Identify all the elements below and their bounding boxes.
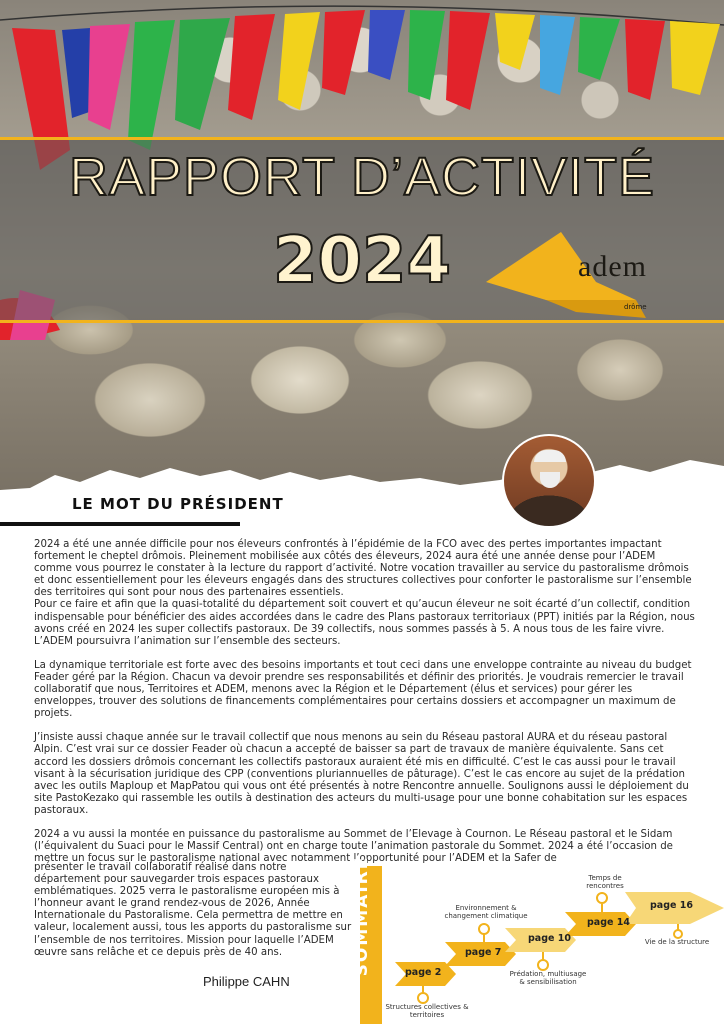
summary-label: SOMMAIRE [352, 855, 372, 977]
report-title: RAPPORT D’ACTIVITÉ [68, 147, 656, 207]
president-message [34, 539, 696, 865]
paragraph: présenter le travail collaboratif réalisé dans notre département pour sauvegarder trois espaces pastoraux emblématiques. 2025 verra le pastoralisme européen mis à l’honneur avant le grand rendez-vous de 2026, Année Internationale du Pastoralisme. Cela permettra de mettre en valeur, localement aussi, tous les apports du pastoralisme sur l’ensemble de nos territoires. Mission pour laquelle l’ADEM œuvre sans relâche et ce depuis près de 40 ans. [34, 862, 352, 958]
summary-page[interactable]: page 7 [465, 947, 502, 958]
paragraph: J’insiste aussi chaque année sur le travail collectif que nous menons au sein du Réseau pastoral AURA et du réseau pastoral Alpin. C’est vrai sur ce dossier Feader où chacun a accepté de baisser sa part de travaux de manière équivalente. Sans cet accord les dossiers drômois concernant les collectifs pastoraux auraient été mis en difficulté. C’est le cas aussi pour le travail visant à la sécurisation juridique des CPP (conventions pluriannuelles de pâturage). C’est le cas encore au sujet de la prédation avec les outils Maploup et MapPatou qui vous ont été présentés à notre Rencontre annuelle. Soulignons aussi le déploiement du site PastoKezako qui rassemble les outils à destination des acteurs du multi-usage pour une bonne cohabitation sur les espaces pastoraux. [34, 732, 689, 816]
closing-column [34, 862, 354, 959]
summary-page[interactable]: page 10 [528, 933, 571, 944]
heading-underline [0, 522, 240, 526]
summary-topic: Temps de rencontres [586, 874, 624, 890]
logo-region: drôme [624, 303, 647, 311]
paragraph: La dynamique territoriale est forte avec des besoins importants et tout ceci dans une enveloppe contrainte au niveau du budget Feader géré par la Région. Chacun va devoir prendre ses responsabilités et définir des priorités. Je voudrais remercier le travail collaboratif que nous, Territoires et ADEM, menons avec la Région et le Département (élus et services) pour gérer les enveloppes, trouver des solutions de financements complémentaires pour certains dossiers et accompagner un maximum de projets. [34, 659, 692, 720]
paragraph: Pour ce faire et afin que la quasi-totalité du département soit couvert et qu’aucun éleveur ne soit écarté d’un collectif, condition indispensable pour bénéficier des aides accordées dans le cadre des Plans pastoraux territoriaux (PPT) initiés par la Région, nous avons créé en 2024 les super collectifs pastoraux. De 39 collectifs, nous sommes passés à 5. A nous tous de les faire vivre. L’ADEM poursuivra l’animation sur l’ensemble des secteurs. [34, 599, 695, 647]
report-year: 2024 [272, 224, 452, 298]
summary-page[interactable]: page 16 [650, 900, 693, 911]
section-heading: LE MOT DU PRÉSIDENT [72, 495, 284, 513]
summary-topic: Environnement & changement climatique [444, 904, 528, 920]
signature: Philippe CAHN [203, 974, 290, 989]
paragraph: 2024 a été une année difficile pour nos éleveurs confrontés à l’épidémie de la FCO avec des pertes importantes impactant fortement le cheptel drômois. Pleinement mobilisée aux côtés des éleveurs, 2024 aura été une année dense pour l’ADEM comme vous pourrez le constater à la lecture du rapport d’activité. Notre vocation travailler au service du pastoralisme drômois et donc essentiellement pour les éleveurs engagés dans des structures collectives pour conforter le pastoralisme sur l’ensemble des territoires qui sont pour nous des partenaires essentiels. [34, 539, 692, 599]
summary-topic: Vie de la structure [644, 938, 710, 946]
logo-wordmark: adem [578, 250, 647, 283]
summary-page[interactable]: page 14 [587, 917, 630, 928]
summary-topic: Prédation, multiusage & sensibilisation [509, 970, 587, 986]
summary-page[interactable]: page 2 [405, 967, 442, 978]
cover-photo [0, 0, 724, 490]
summary-topic: Structures collectives & territoires [385, 1003, 469, 1019]
president-portrait [502, 434, 596, 528]
paragraph: 2024 a vu aussi la montée en puissance du pastoralisme au Sommet de l’Elevage à Cournon. Le Réseau pastoral et le Sidam (l’équivalent du Suaci pour le Massif Central) ont en charge toute l’animation pastorale du Sommet. 2024 a été l’occasion de mettre un focus sur le pastoralisme national avec notamment l’opportunité pour l’ADEM et la Safer de [34, 828, 673, 865]
